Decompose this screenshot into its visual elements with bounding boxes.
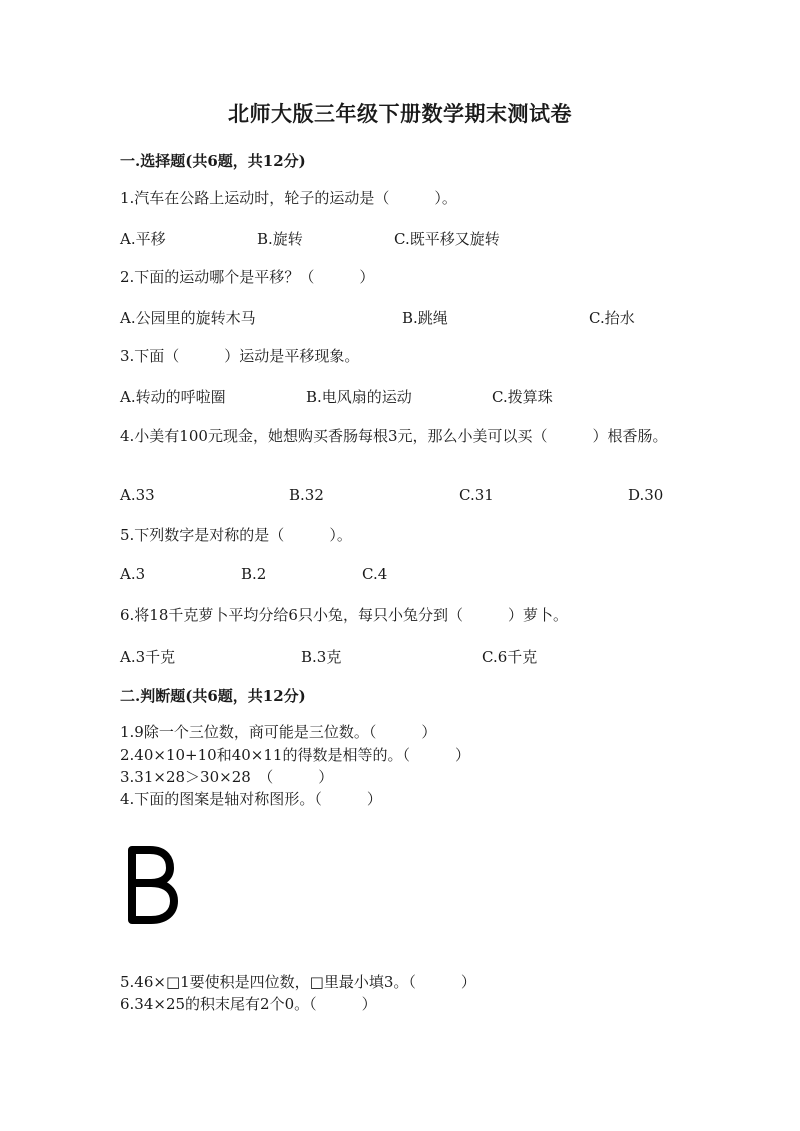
q1-option-b: B.旋转 [257,230,303,248]
question-2: 2.下面的运动哪个是平移？（ ） [120,268,375,286]
judgement-2: 2.40×10+10和40×11的得数是相等的。（ ） [120,746,470,764]
q3-option-a: A.转动的呼啦圈 [120,388,226,406]
q5-option-a: A.3 [120,565,146,583]
q4-option-a: A.33 [120,486,155,504]
q2-option-b: B.跳绳 [402,309,448,327]
q1-option-c: C.既平移又旋转 [394,230,500,248]
q6-option-a: A.3千克 [120,648,176,666]
page-title: 北师大版三年级下册数学期末测试卷 [228,101,572,126]
judgement-4: 4.下面的图案是轴对称图形。（ ） [120,790,382,808]
question-1: 1.汽车在公路上运动时，轮子的运动是（ ）。 [120,189,457,207]
letter-b-figure [124,844,180,926]
judgement-1: 1.9除一个三位数，商可能是三位数。（ ） [120,723,437,741]
question-3: 3.下面（ ）运动是平移现象。 [120,347,360,365]
q2-option-a: A.公园里的旋转木马 [120,309,256,327]
question-6: 6.将18千克萝卜平均分给6只小兔，每只小兔分到（ ）萝卜。 [120,606,568,624]
section-heading-judgement: 二.判断题(共6题，共12分) [120,687,306,705]
judgement-6: 6.34×25的积末尾有2个0。（ ） [120,995,377,1013]
question-4: 4.小美有100元现金，她想购买香肠每根3元，那么小美可以买（ ）根香肠。 [120,427,668,445]
q6-option-c: C.6千克 [482,648,538,666]
q4-option-b: B.32 [289,486,324,504]
q6-option-b: B.3克 [301,648,342,666]
q4-option-c: C.31 [459,486,494,504]
judgement-3: 3.31×28＞30×28 （ ） [120,768,334,786]
q3-option-c: C.拨算珠 [492,388,553,406]
q5-option-c: C.4 [362,565,388,583]
q4-option-d: D.30 [628,486,664,504]
judgement-5: 5.46×□1要使积是四位数，□里最小填3。（ ） [120,973,476,991]
q5-option-b: B.2 [241,565,267,583]
q3-option-b: B.电风扇的运动 [306,388,412,406]
q1-option-a: A.平移 [120,230,166,248]
section-heading-choice: 一.选择题(共6题，共12分) [120,152,306,170]
q2-option-c: C.抬水 [589,309,635,327]
question-5: 5.下列数字是对称的是（ ）。 [120,526,352,544]
